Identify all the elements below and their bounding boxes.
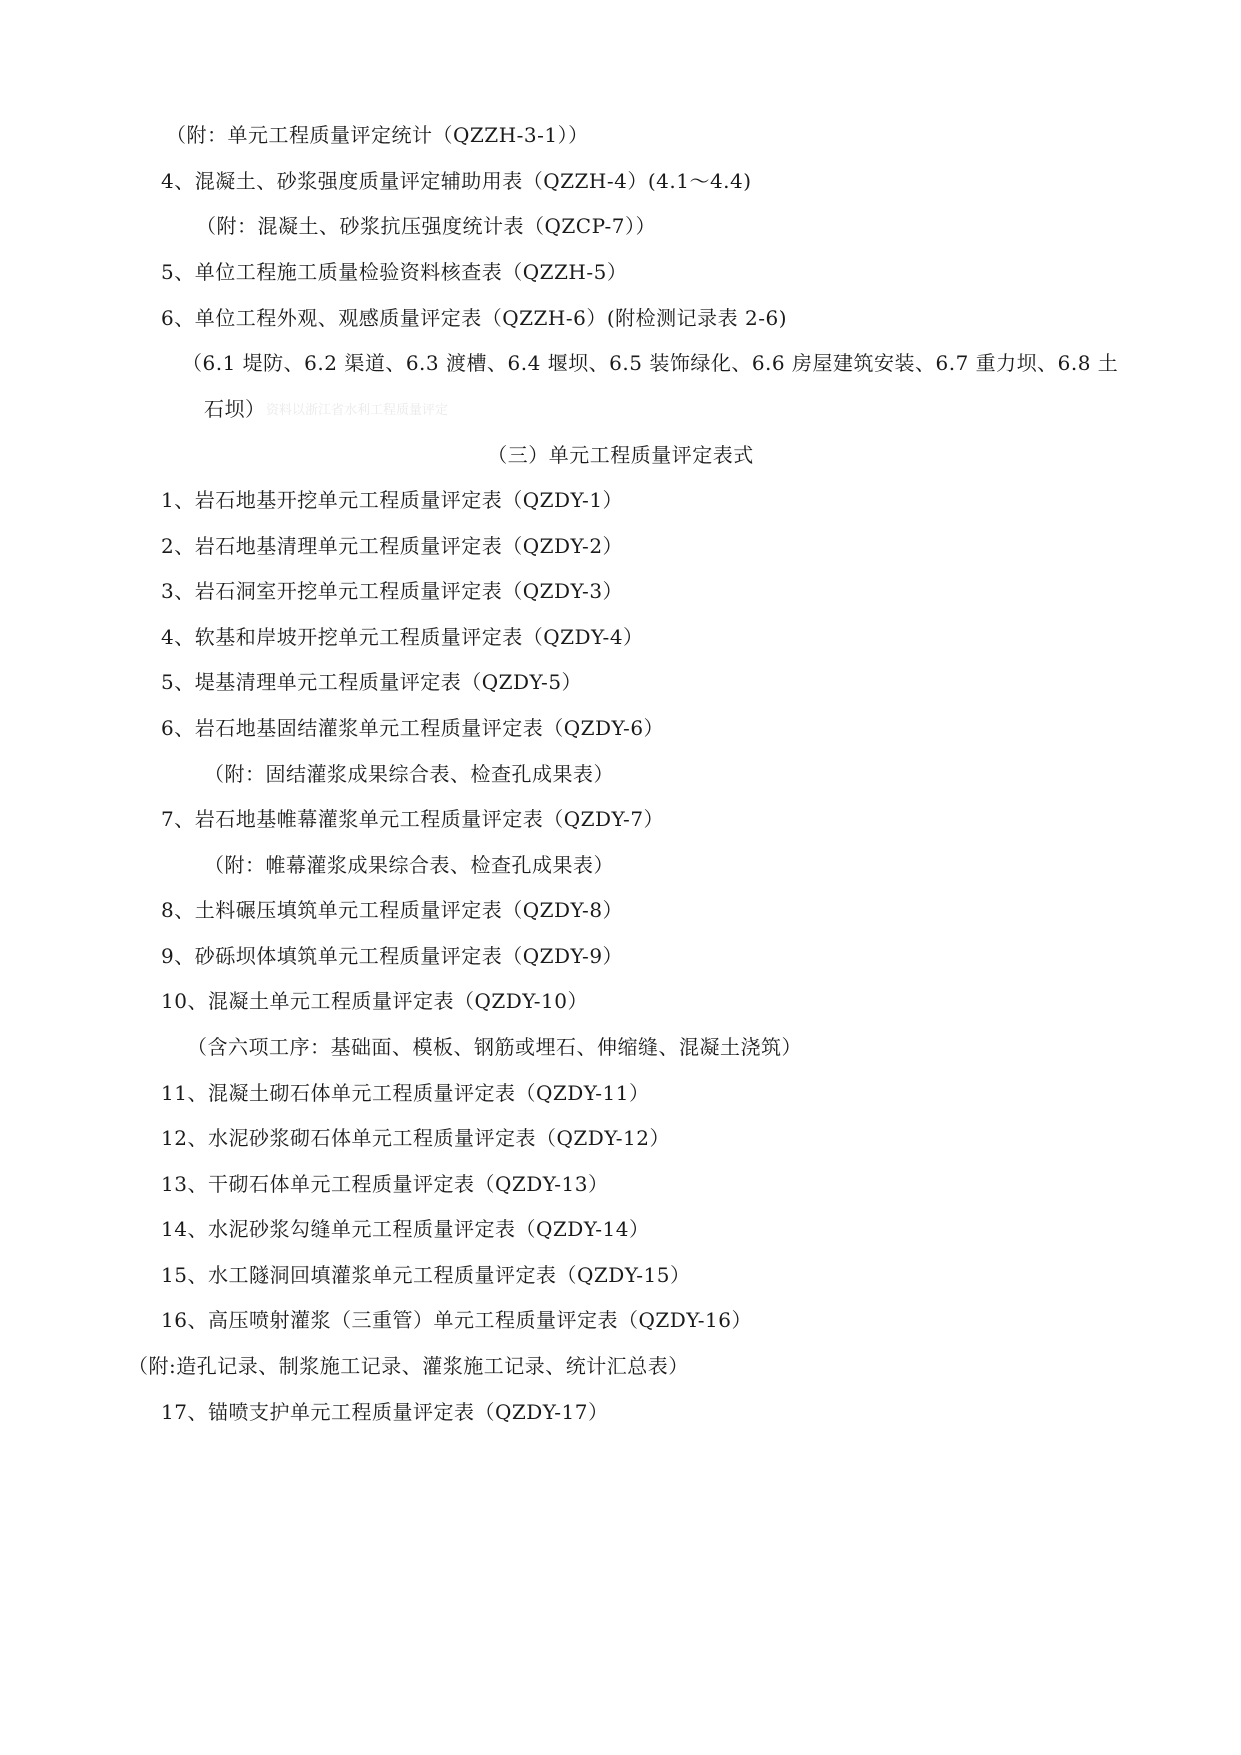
appendix-line-qzcp-7: （附：混凝土、砂浆抗压强度统计表（QZCP-7）） <box>196 214 656 238</box>
sub-items-line-continued: 石坝） <box>204 397 266 421</box>
appendix-line: （附：固结灌浆成果综合表、检查孔成果表） <box>204 762 614 786</box>
list-item: 5、堤基清理单元工程质量评定表（QZDY-5） <box>161 670 583 694</box>
list-item: 1、岩石地基开挖单元工程质量评定表（QZDY-1） <box>161 488 624 512</box>
list-item: 11、混凝土砌石体单元工程质量评定表（QZDY-11） <box>161 1081 650 1105</box>
faint-watermark-text: 资料以浙江省水利工程质量评定 <box>266 403 449 418</box>
list-item: 10、混凝土单元工程质量评定表（QZDY-10） <box>161 989 588 1013</box>
sub-items-line: （6.1 堤防、6.2 渠道、6.3 渡槽、6.4 堰坝、6.5 装饰绿化、6.6 房屋建筑安装、6.7 重力坝、6.8 土 <box>182 351 1119 375</box>
list-item: 2、岩石地基清理单元工程质量评定表（QZDY-2） <box>161 534 624 558</box>
section-heading: （三）单元工程质量评定表式 <box>487 443 754 467</box>
appendix-line: （附:造孔记录、制浆施工记录、灌浆施工记录、统计汇总表） <box>128 1354 689 1378</box>
appendix-line: （附：帷幕灌浆成果综合表、检查孔成果表） <box>204 853 614 877</box>
appendix-line-qzzh-3-1: （附：单元工程质量评定统计（QZZH-3-1）） <box>166 123 589 147</box>
list-item: 6、岩石地基固结灌浆单元工程质量评定表（QZDY-6） <box>161 716 665 740</box>
list-item: 15、水工隧洞回填灌浆单元工程质量评定表（QZDY-15） <box>161 1263 691 1287</box>
appendix-line: （含六项工序：基础面、模板、钢筋或埋石、伸缩缝、混凝土浇筑） <box>187 1035 802 1059</box>
list-item-4: 4、混凝土、砂浆强度质量评定辅助用表（QZZH-4）(4.1～4.4) <box>161 169 752 193</box>
list-item: 9、砂砾坝体填筑单元工程质量评定表（QZDY-9） <box>161 944 624 968</box>
list-item-5: 5、单位工程施工质量检验资料核查表（QZZH-5） <box>161 260 628 284</box>
list-item: 3、岩石洞室开挖单元工程质量评定表（QZDY-3） <box>161 579 624 603</box>
list-item: 7、岩石地基帷幕灌浆单元工程质量评定表（QZDY-7） <box>161 807 665 831</box>
list-item-6: 6、单位工程外观、观感质量评定表（QZZH-6）(附检测记录表 2-6) <box>161 306 788 330</box>
list-item: 14、水泥砂浆勾缝单元工程质量评定表（QZDY-14） <box>161 1217 650 1241</box>
list-item: 8、土料碾压填筑单元工程质量评定表（QZDY-8） <box>161 898 624 922</box>
list-item: 4、软基和岸坡开挖单元工程质量评定表（QZDY-4） <box>161 625 644 649</box>
list-item: 16、高压喷射灌浆（三重管）单元工程质量评定表（QZDY-16） <box>161 1308 752 1332</box>
list-item: 12、水泥砂浆砌石体单元工程质量评定表（QZDY-12） <box>161 1126 670 1150</box>
list-item: 13、干砌石体单元工程质量评定表（QZDY-13） <box>161 1172 609 1196</box>
list-item: 17、锚喷支护单元工程质量评定表（QZDY-17） <box>161 1400 609 1424</box>
